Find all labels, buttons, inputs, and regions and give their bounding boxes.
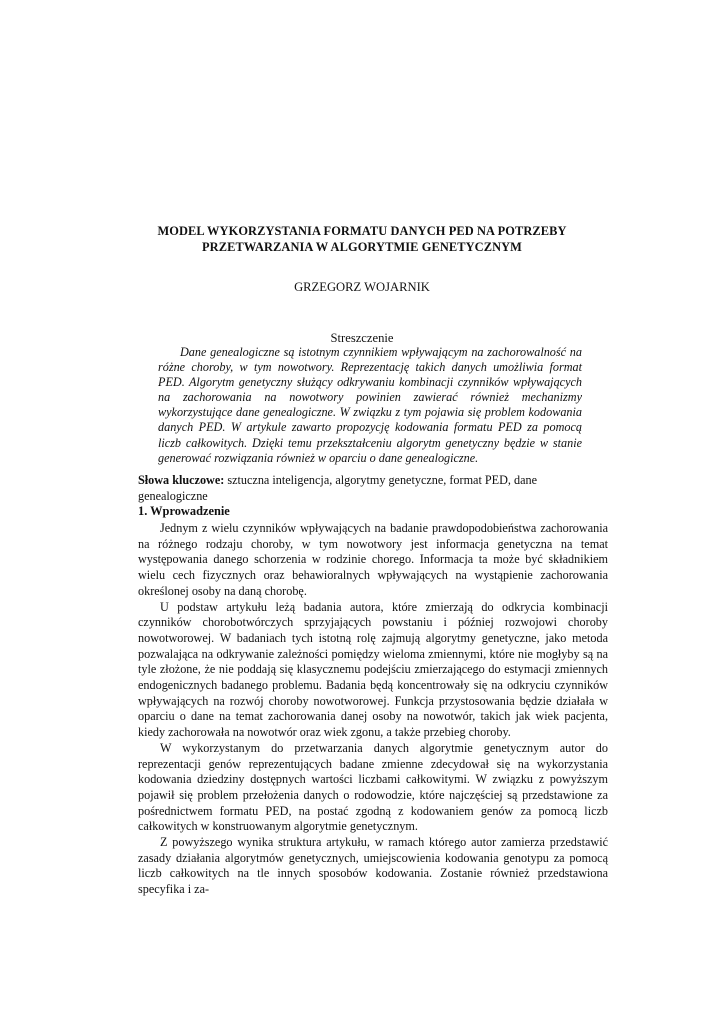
abstract-heading: Streszczenie	[330, 331, 394, 345]
section-body	[138, 521, 608, 898]
paper-title	[120, 223, 604, 255]
keywords	[138, 472, 608, 504]
body-paragraph: Z powyższego wynika struktura artykułu, w ramach którego autor zamierza przedstawić zasady działania algorytmów genetycznych, umiejscowienia kodowania genotypu za pomocą liczb całkowitych na tle innych sposobów kodowania. Zostanie również przedstawiona specyfika i za-	[138, 835, 608, 897]
keywords-label: Słowa kluczowe:	[138, 473, 225, 487]
body-paragraph: W wykorzystanym do przetwarzania danych algorytmie genetycznym autor do reprezentacji genów reprezentujących badane zmienne zdecydował się na wykorzystania kodowania dziedziny dostępnych wartości liczbami całkowitymi. W związku z powyższym pojawił się problem przełożenia danych o rodowodzie, które najczęściej są przedstawione za pośrednictwem formatu PED, na postać zgodną z kodowaniem genów za pomocą liczb całkowitych w konstruowanym algorytmie genetycznym.	[138, 740, 608, 834]
title-line-2: PRZETWARZANIA W ALGORYTMIE GENETYCZNYM	[202, 240, 522, 254]
abstract-text: Dane genealogiczne są istotnym czynnikiem wpływającym na zachorowalność na różne choroby, w tym nowotwory. Reprezentację takich danych umożliwia format PED. Algorytm genetyczny służący odkrywaniu kombinacji czynników wpływających na zachorowania na nowotwory powinien zawierać również mechanizmy wykorzystujące dane genealogiczne. W związku z tym pojawia się problem kodowania danych PED. W artykule zawarto propozycję kodowania formatu PED za pomocą liczb całkowitych. Dzięki temu przekształceniu algorytm genetyczny będzie w stanie generować rozwiązania również w oparciu o dane genealogiczne.	[158, 345, 582, 465]
title-line-1: MODEL WYKORZYSTANIA FORMATU DANYCH PED NA POTRZEBY	[157, 224, 567, 238]
body-paragraph: Jednym z wielu czynników wpływających na badanie prawdopodobieństwa zachorowania na różnego rodzaju choroby, w tym nowotwory jest informacja genetyczna na temat występowania danego schorzenia w rodzinie chorego. Informacja ta może być składnikiem wielu cech fizycznych oraz behawioralnych wpływających na wystąpienie zachorowania określonej osoby na daną chorobę.	[138, 521, 608, 598]
section-heading: 1. Wprowadzenie	[138, 504, 230, 518]
author-name: GRZEGORZ WOJARNIK	[294, 280, 430, 294]
keywords-list: sztuczna inteligencja, algorytmy genetyczne, format PED, dane genealogiczne	[138, 473, 538, 503]
body-paragraph: U podstaw artykułu leżą badania autora, które zmierzają do odkrycia kombinacji czynników chorobotwórczych sprzyjających powstaniu i później rozwojowi choroby nowotworowej. W badaniach tych istotną rolę zajmują algorytmy genetyczne, jako metoda pozwalająca na odkrywanie zależności pomiędzy wieloma zmiennymi, które nie mogłyby są na tyle złożone, że nie poddają się klasycznemu podejściu zmierzającego do estymacji zmiennych endogenicznych badanego problemu. Badania będą koncentrowały się na odkryciu czynników wpływających na rozwój choroby nowotworowej. Funkcja przystosowania będzie działała w oparciu o dane na temat zachorowania danej osoby na nowotwór, takich jak wiek pacjenta, kiedy zachorowała na nowotwór oraz wiek zgonu, a także przebieg choroby.	[138, 599, 608, 740]
